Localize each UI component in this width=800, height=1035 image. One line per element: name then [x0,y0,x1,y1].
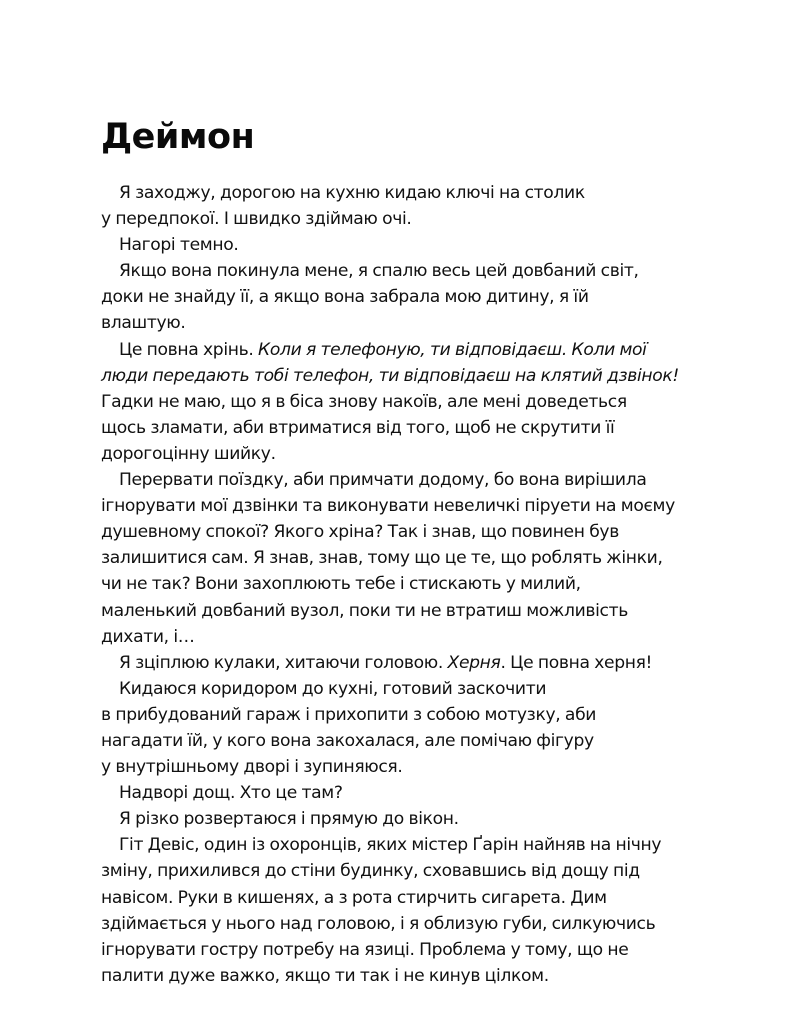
paragraph [101,650,721,676]
text-line [101,728,719,754]
text-line [101,858,719,884]
text-line [101,232,719,258]
paragraph [101,337,721,467]
text-run: у передпокої. І швидко здіймаю очі. [101,209,412,230]
text-line [101,310,719,336]
text-line [101,911,719,937]
chapter-title: Деймон [101,117,255,157]
paragraph [101,806,721,832]
text-run: чи не так? Вони захоплюють тебе і стискають у милий, [101,574,581,595]
text-line [101,702,719,728]
text-run: доки не знайду її, а якщо вона забрала мою дитину, я їй [101,287,589,308]
text-line [101,363,719,389]
text-run: навісом. Руки в кишенях, а з рота стирчить сигарета. Дим [101,887,607,908]
italic-text: Коли я телефоную, ти відповідаєш. Коли мої [258,339,647,360]
paragraph [101,676,721,780]
text-line [101,441,719,467]
text-run: в прибудований гараж і прихопити з собою мотузку, аби [101,704,597,725]
text-run: Я зціплюю кулаки, хитаючи головою. [118,652,448,673]
text-line [101,389,719,415]
paragraph [101,258,721,336]
text-line [101,885,719,911]
text-run: у внутрішньому дворі і зупиняюся. [101,757,403,778]
italic-text: Херня [447,652,501,673]
text-line [101,337,719,363]
paragraph [101,467,721,650]
text-line [101,650,719,676]
text-run: зміну, прихилився до стіни будинку, сховавшись від дощу під [101,861,640,882]
text-run: душевному спокої? Якого хріна? Так і знав, що повинен був [101,522,619,543]
text-run: ігнорувати гостру потребу на язиці. Проблема у тому, що не [101,939,629,960]
text-run: дихати, і… [101,626,195,647]
text-line [101,598,719,624]
text-run: Гадки не маю, що я в біса знову накоїв, але мені доведеться [101,391,627,412]
paragraph [101,180,721,232]
text-line [101,832,719,858]
text-line [101,206,719,232]
text-line [101,545,719,571]
paragraph [101,832,721,989]
paragraph [101,232,721,258]
text-run: здіймається у нього над головою, і я облизую губи, силкуючись [101,913,656,934]
text-run: Перервати поїздку, аби примчати додому, бо вона вирішила [118,470,647,491]
text-line [101,676,719,702]
text-run: щось зламати, аби втриматися від того, щоб не скрутити її [101,417,615,438]
text-run: . Це повна херня! [500,652,653,673]
text-run: ігнорувати мої дзвінки та виконувати невеличкі піруети на моєму [101,496,675,517]
text-run: нагадати їй, у кого вона закохалася, але помічаю фігуру [101,730,594,751]
text-run: Гіт Девіс, один із охоронців, яких містер Ґарін найняв на нічну [118,835,662,856]
text-line [101,571,719,597]
paragraph [101,780,721,806]
text-run: Надворі дощ. Хто це там? [118,783,343,804]
text-run: влаштую. [101,313,186,334]
text-line [101,754,719,780]
text-line [101,180,719,206]
text-run: маленький довбаний вузол, поки ти не втратиш можливість [101,600,628,621]
text-line [101,519,719,545]
text-line [101,284,719,310]
text-line [101,258,719,284]
text-run: Я заходжу, дорогою на кухню кидаю ключі на столик [118,183,585,203]
text-line [101,963,719,989]
text-run: Це повна хрінь. [118,339,259,360]
text-run: Якщо вона покинула мене, я спалю весь цей довбаний світ, [118,261,639,282]
book-page [101,112,721,989]
text-run: палити дуже важко, якщо ти так і не кинув цілком. [101,965,549,986]
text-line [101,780,719,806]
text-line [101,467,719,493]
text-run: залишитися сам. Я знав, знав, тому що це те, що роблять жінки, [101,548,663,569]
text-run: Кидаюся коридором до кухні, готовий заскочити [118,678,547,699]
text-run: Я різко розвертаюся і прямую до вікон. [118,809,459,830]
text-line [101,937,719,963]
text-line [101,806,719,832]
chapter-body [101,180,721,989]
text-line [101,493,719,519]
text-run: дорогоцінну шийку. [101,443,276,464]
text-line [101,624,719,650]
text-line [101,415,719,441]
text-run: Нагорі темно. [118,235,239,256]
italic-text: люди передають тобі телефон, ти відповідаєш на клятий дзвінок! [101,365,679,386]
